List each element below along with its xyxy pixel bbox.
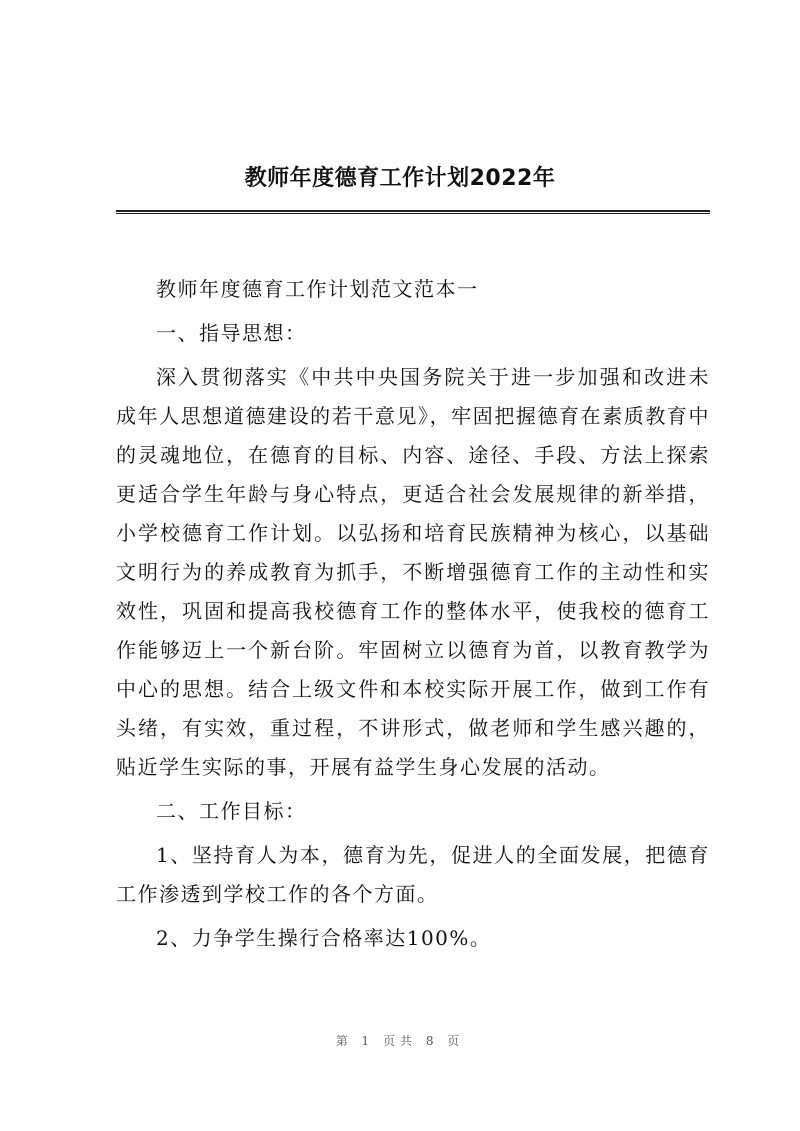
paragraph-goal-1: 1、坚持育人为本，德育为先，促进人的全面发展，把德育工作渗透到学校工作的各个方面。 bbox=[116, 843, 710, 906]
paragraph-goal-2: 2、力争学生操行合格率达100%。 bbox=[156, 926, 492, 950]
section-heading-guiding-ideology: 一、指导思想： bbox=[156, 321, 307, 345]
document-title: 教师年度德育工作计划2022年 bbox=[244, 166, 556, 191]
page-number-footer: 第 1 页共 8 页 bbox=[335, 1034, 465, 1048]
section-heading-work-goals: 二、工作目标： bbox=[156, 799, 307, 823]
document-body bbox=[116, 270, 710, 958]
title-divider bbox=[116, 210, 710, 214]
paragraph-guiding-ideology: 深入贯彻落实《中共中央国务院关于进一步加强和改进未成年人思想道德建设的若干意见》，牢固把握德育在素质教育中的灵魂地位，在德育的目标、内容、途径、手段、方法上探索更适合学生年龄与身心特点，更适合社会发展规律的新举措，小学校德育工作计划。以弘扬和培育民族精神为核心，以基础文明行为的养成教育为抓手，不断增强德育工作的主动性和实效性，巩固和提高我校德育工作的整体水平，使我校的德育工作能够迈上一个新台阶。牢固树立以德育为首，以教育教学为中心的思想。结合上级文件和本校实际开展工作，做到工作有头绪，有实效，重过程，不讲形式，做老师和学生感兴趣的，贴近学生实际的事，开展有益学生身心发展的活动。 bbox=[116, 365, 710, 779]
section-heading-plan: 教师年度德育工作计划范文范本一 bbox=[156, 277, 479, 301]
